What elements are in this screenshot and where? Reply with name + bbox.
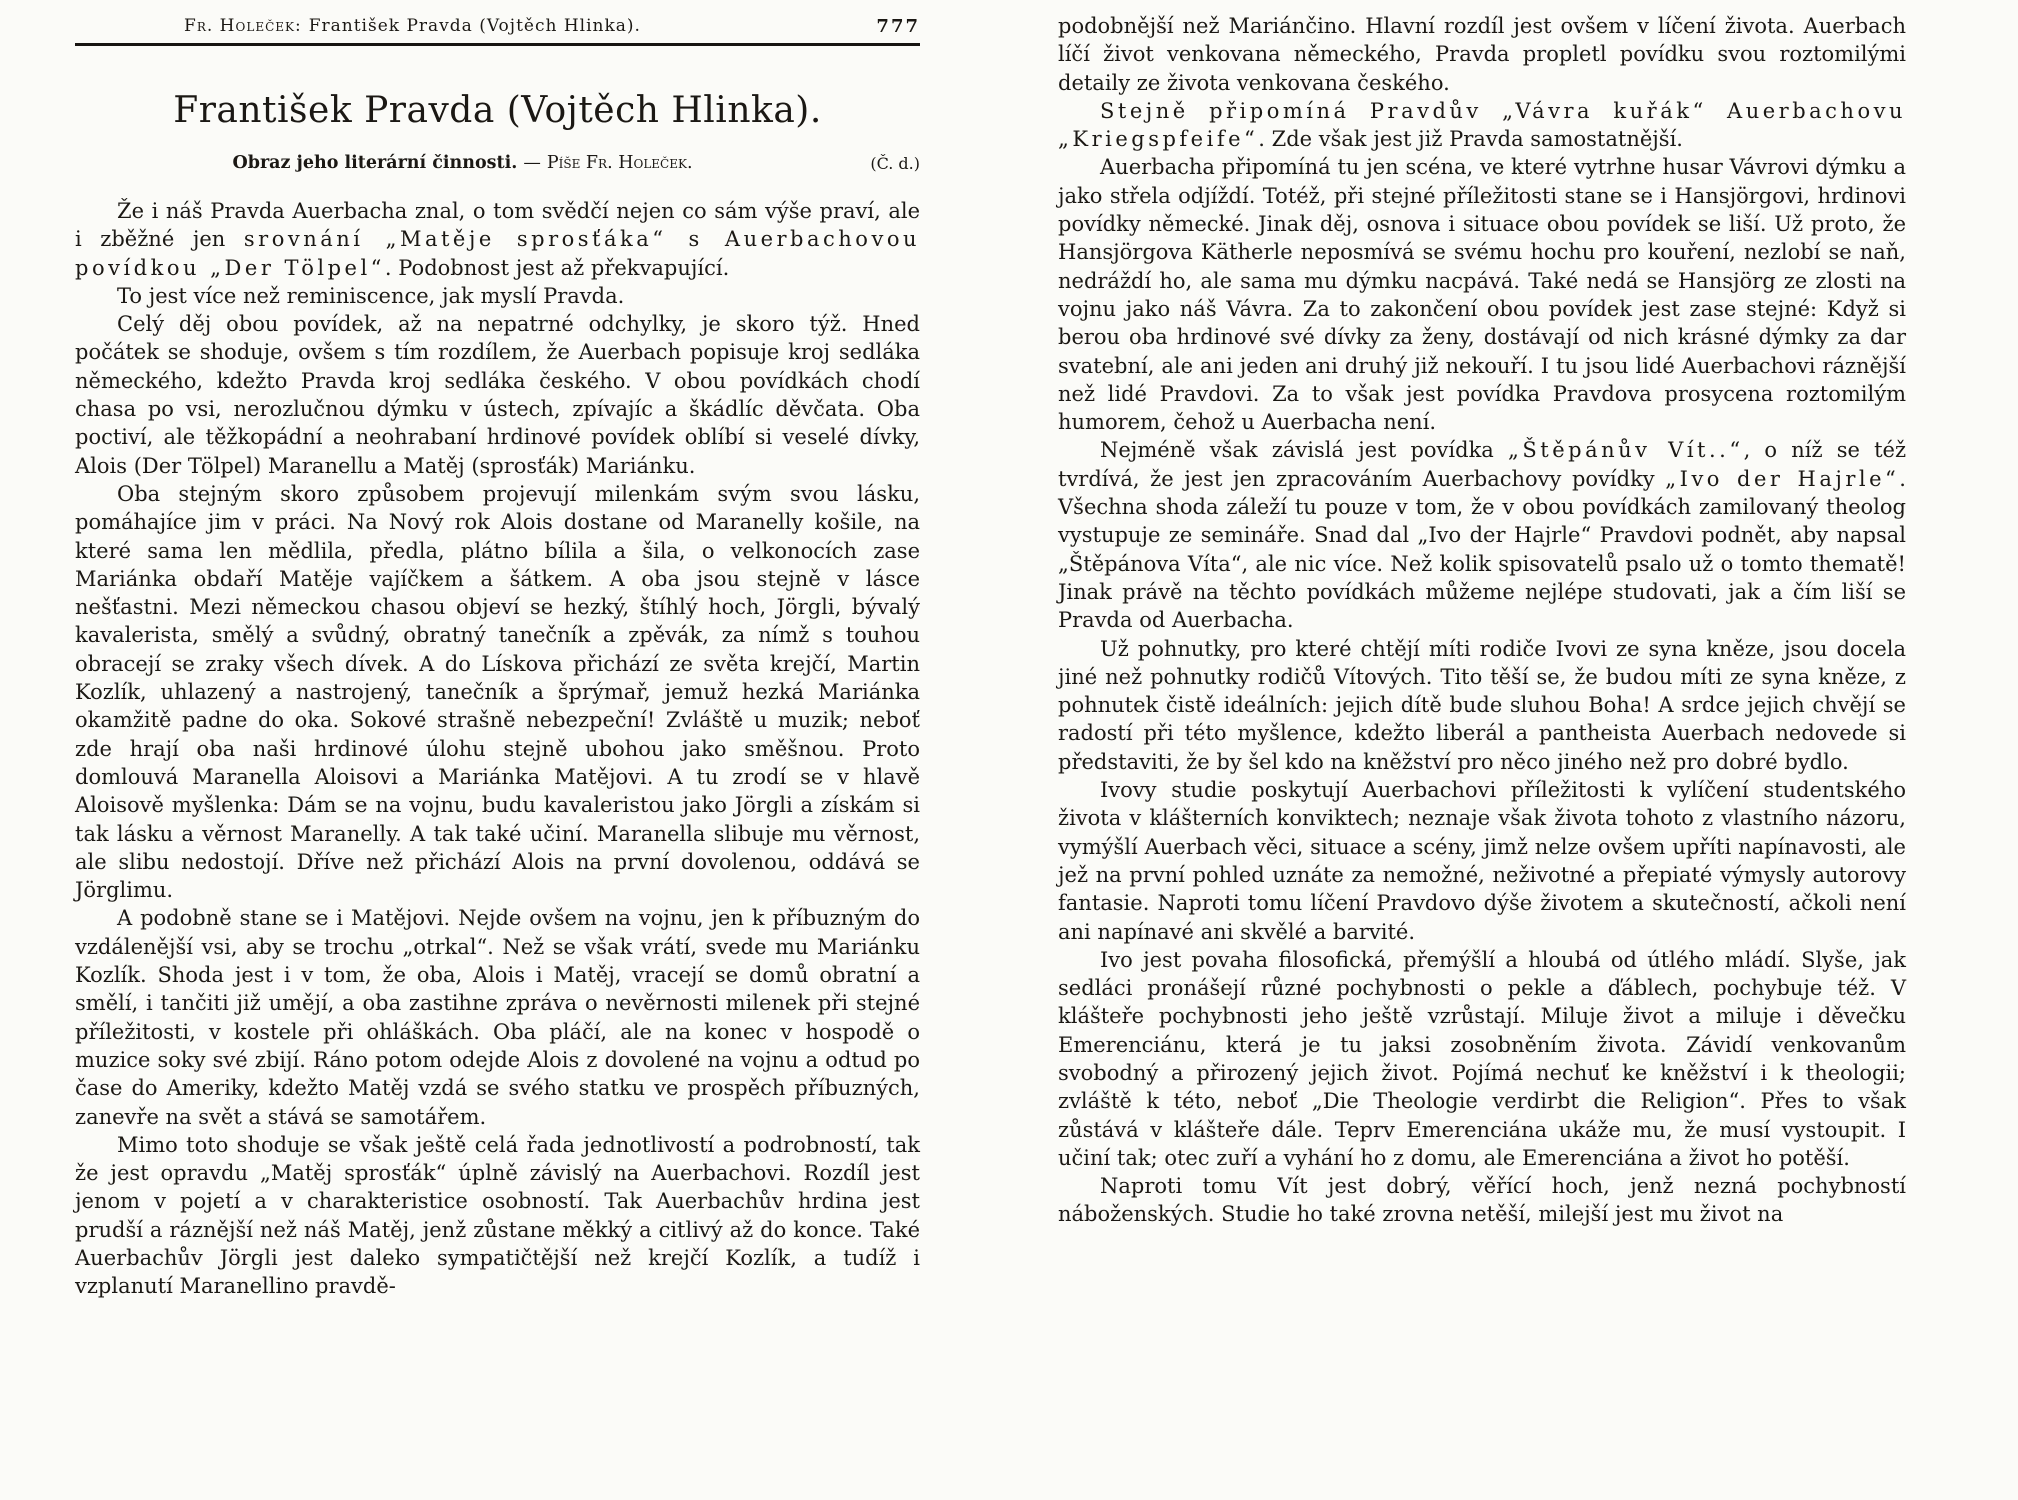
paragraph <box>75 480 920 904</box>
paragraph <box>75 282 920 310</box>
paragraph <box>1058 635 1906 776</box>
text-run: , o níž se též tvrdívá, že jest jen zpracováním Auerbachovy povídky <box>1058 438 1907 491</box>
right-column-text <box>1058 12 1906 1229</box>
left-column-text <box>75 197 920 1301</box>
text-run: A podobně stane se i Matějovi. Nejde ovšem na vojnu, jen k příbuzným do vzdálenější vsi, aby se trochu „otrkal“. Než se však vrátí, svede mu Mariánku Kozlík. Shoda jest i v tom, že oba, Alois i Matěj, vracejí se domů obratní a smělí, i tančiti již umějí, a oba zastihne zpráva o nevěrnosti milenek při stejné příležitosti, v kostele při ohláškách. Oba pláčí, ale na konec v hospodě o muzice soky své zbijí. Ráno potom odejde Alois z dovolené na vojnu a odtud po čase do Ameriky, kdežto Matěj vzdá se svého statku ve prospěch příbuzných, zanevře na svět a stává se samotářem. <box>75 906 920 1129</box>
text-run: Auerbacha připomíná tu jen scéna, ve které vytrhne husar Vávrovi dýmku a jako střela odjíždí. Totéž, při stejné příležitosti stane se i Hansjörgovi, hrdinovi povídky německé. Jinak děj, osnova i situace obou povídek se liší. Už proto, že Hansjörgova Kätherle neposmívá se svému hochu pro kouření, nezlobí se naň, nedráždí ho, ale sama mu dýmku nacpává. Také nedá se Hansjörg ze zlosti na vojnu jako náš Vávra. Za to zakončení obou povídek jest zase stejné: Když si berou oba hrdinové své dívky za ženy, dostávají od nich krásné dýmky za dar svatební, ale ani jeden ani druhý již nekouří. I tu jsou lidé Auerbachovi ráznější než lidé Pravdovi. Za to však jest povídka Pravdova prosycena roztomilým humorem, čehož u Auerbacha není. <box>1058 155 1906 435</box>
running-title <box>184 16 641 36</box>
subtitle-dash: — <box>523 153 541 173</box>
subtitle-byline: Píše Fr. Holeček. <box>546 153 693 173</box>
page-right <box>1058 12 1906 1229</box>
paragraph <box>1058 1172 1906 1229</box>
emphasized-text: „Štěpánův Vít..“ <box>1508 438 1744 463</box>
text-run: . Podobnost jest až překvapující. <box>384 255 730 280</box>
text-run: . Zde však jest již Pravda samostatnější. <box>1258 127 1683 152</box>
text-run: Už pohnutky, pro které chtějí míti rodiče Ivovi ze syna kněze, jsou docela jiné než pohnutky rodičů Vítových. Tito těší se, že budou míti ze syna kněze, z pohnutek čistě ideálních: jejich dítě bude sluhou Boha! A srdce jejich chvějí se radostí při této myšlence, kdežto liberál a pantheista Auerbach nedovede si představiti, že by šel kdo na kněžství pro něco jiného než pro dobré bydlo. <box>1058 636 1906 774</box>
paragraph <box>75 1131 920 1301</box>
text-run: . Všechna shoda záleží tu pouze v tom, že v obou povídkách zamilovaný theolog vystupuje ze semináře. Snad dal „Ivo der Hajrle“ Pravdovi podnět, aby napsal „Štěpánova Víta“, ale nic více. Než kolik spisovatelů psalo už o tomto thematě! Jinak právě na těchto povídkách můžeme nejlépe studovati, jak a čím liší se Pravda od Auerbacha. <box>1058 466 1906 633</box>
subtitle-lead: Obraz jeho literární činnosti. <box>232 153 518 173</box>
text-run: Naproti tomu Vít jest dobrý, věřící hoch, jenž nezná pochybností náboženských. Studie ho také zrovna netěší, milejší jest mu život na <box>1058 1174 1906 1227</box>
page-number: 777 <box>876 16 920 37</box>
emphasized-text: Stejně připomíná Pravdův „Vávra kuřák“ Auerbachovu „Kriegspfeife“ <box>1058 98 1906 152</box>
text-run: Nejméně však závislá jest povídka <box>1100 438 1508 463</box>
paragraph <box>1058 97 1906 154</box>
article-title: František Pravda (Vojtěch Hlinka). <box>173 90 822 131</box>
paragraph <box>1058 12 1906 97</box>
running-header <box>75 16 920 46</box>
emphasized-text: „Ivo der Hajrle“ <box>1665 466 1900 491</box>
text-run: Ivo jest povaha filosofická, přemýšlí a hloubá od útlého mládí. Slyše, jak sedláci pronášejí různé pochybnosti o pekle a ďáblech, pochybuje též. V klášteře pochybnosti jeho ještě vzrůstají. Miluje život a miluje i děvečku Emerenciánu, která je tu jaksi zosobněním života. Závidí venkovanům svobodný a přirozený jejich život. Pojímá nechuť ke kněžství i k theologii; zvláště k této, neboť „Die Theologie verdirbt die Religion“. Přes to však zůstává v klášteře dále. Teprv Emerenciána ukáže mu, že musí vystoupit. I učiní tak; otec zuří a vyhání ho z domu, ale Emerenciána a život ho potěší. <box>1058 947 1906 1170</box>
text-run: To jest více než reminiscence, jak myslí Pravda. <box>117 283 625 308</box>
text-run: Že i náš Pravda Auerbacha znal, o tom svědčí nejen co sám výše praví, ale i zběžné jen <box>75 199 920 252</box>
article-subtitle <box>75 153 920 173</box>
running-author: Fr. Holeček: <box>184 16 302 36</box>
paragraph <box>1058 946 1906 1172</box>
emphasized-text: srovnání „Matěje sprosťáka“ s Auerbachovou povídkou „Der Tölpel“ <box>75 227 920 280</box>
paragraph <box>75 197 920 282</box>
text-run: Ivovy studie poskytují Auerbachovi příležitosti k vylíčení studentského života v klášterních konviktech; neznaje však života tohoto z vlastního názoru, vymýšlí Auerbach věci, situace a scény, jimž nelze ovšem upříti napínavosti, ale jež na první pohled uznáte za nemožné, neživotné a přepiaté výmysly autorovy fantasie. Naproti tomu líčení Pravdovo dýše životem a skutečností, ačkoli není ani napínavé ani skvělé a barvité. <box>1058 778 1906 944</box>
text-run: Mimo toto shoduje se však ještě celá řada jednotlivostí a podrobností, tak že jest opravdu „Matěj sprosťák“ úplně závislý na Auerbachovi. Rozdíl jest jenom v pojetí a v charakteristice osobností. Tak Auerbachův hrdina jest prudší a ráznější než náš Matěj, jenž zůstane měkký a citlivý až do konce. Také Auerbachův Jörgli jest daleko sympatičtější než krejčí Kozlík, a tudíž i vzplanutí Maranellino pravdě- <box>75 1132 920 1299</box>
paragraph <box>75 310 920 480</box>
paragraph <box>1058 153 1906 436</box>
page-left <box>75 16 920 1301</box>
text-run: Oba stejným skoro způsobem projevují milenkám svým svou lásku, pomáhajíce jim v práci. Na Nový rok Alois dostane od Maranelly košile, na které sama len mědlila, předla, plátno bílila a šila, o velkonocích zase Mariánka obdaří Matěje vajíčkem a šátkem. A oba jsou stejně v lásce nešťastni. Mezi německou chasou objeví se hezký, štíhlý hoch, Jörgli, bývalý kavalerista, smělý a svůdný, obratný tanečník a zpěvák, za nímž s touhou obracejí se zraky všech dívek. A do Lískova přichází ze světa krejčí, Martin Kozlík, uhlazený a nastrojený, tanečník a šprýmař, jemuž hezká Mariánka okamžitě padne do oka. Sokové strašně nebezpeční! Zvláště u muzik; neboť zde hrají oba naši hrdinové úlohu stejně ubohou jako směšnou. Proto domlouvá Maranella Aloisovi a Mariánka Matějovi. A tu zrodí se v hlavě Aloisově myšlenka: Dám se na vojnu, budu kavaleristou jako Jörgli a získám si tak lásku a věrnost Maranelly. A tak také učiní. Maranella slibuje mu věrnost, ale slibu nedostojí. Dříve než přichází Alois na první dovolenou, oddává se Jörglimu. <box>75 481 920 903</box>
text-run: podobnější než Mariánčino. Hlavní rozdíl jest ovšem v líčení života. Auerbach líčí život venkovana německého, Pravda propletl povídku svou roztomilými detaily ze života venkovana českého. <box>1058 14 1906 95</box>
paragraph <box>75 904 920 1130</box>
text-run: Celý děj obou povídek, až na nepatrné odchylky, je skoro týž. Hned počátek se shoduje, ovšem s tím rozdílem, že Auerbach popisuje kroj sedláka německého, kdežto Pravda kroj sedláka českého. V obou povídkách chodí chasa po vsi, nerozlučnou dýmku v ústech, zpívajíc a škádlíc děvčata. Oba poctiví, ale těžkopádní a neohrabaní hrdinové povídek oblíbí si veselé dívky, Alois (Der Tölpel) Maranellu a Matěj (sprosťák) Mariánku. <box>75 312 920 478</box>
continuation-mark: (Č. d.) <box>870 154 920 173</box>
paragraph <box>1058 776 1906 946</box>
running-title-text: František Pravda (Vojtěch Hlinka). <box>308 16 641 36</box>
paragraph <box>1058 436 1906 634</box>
